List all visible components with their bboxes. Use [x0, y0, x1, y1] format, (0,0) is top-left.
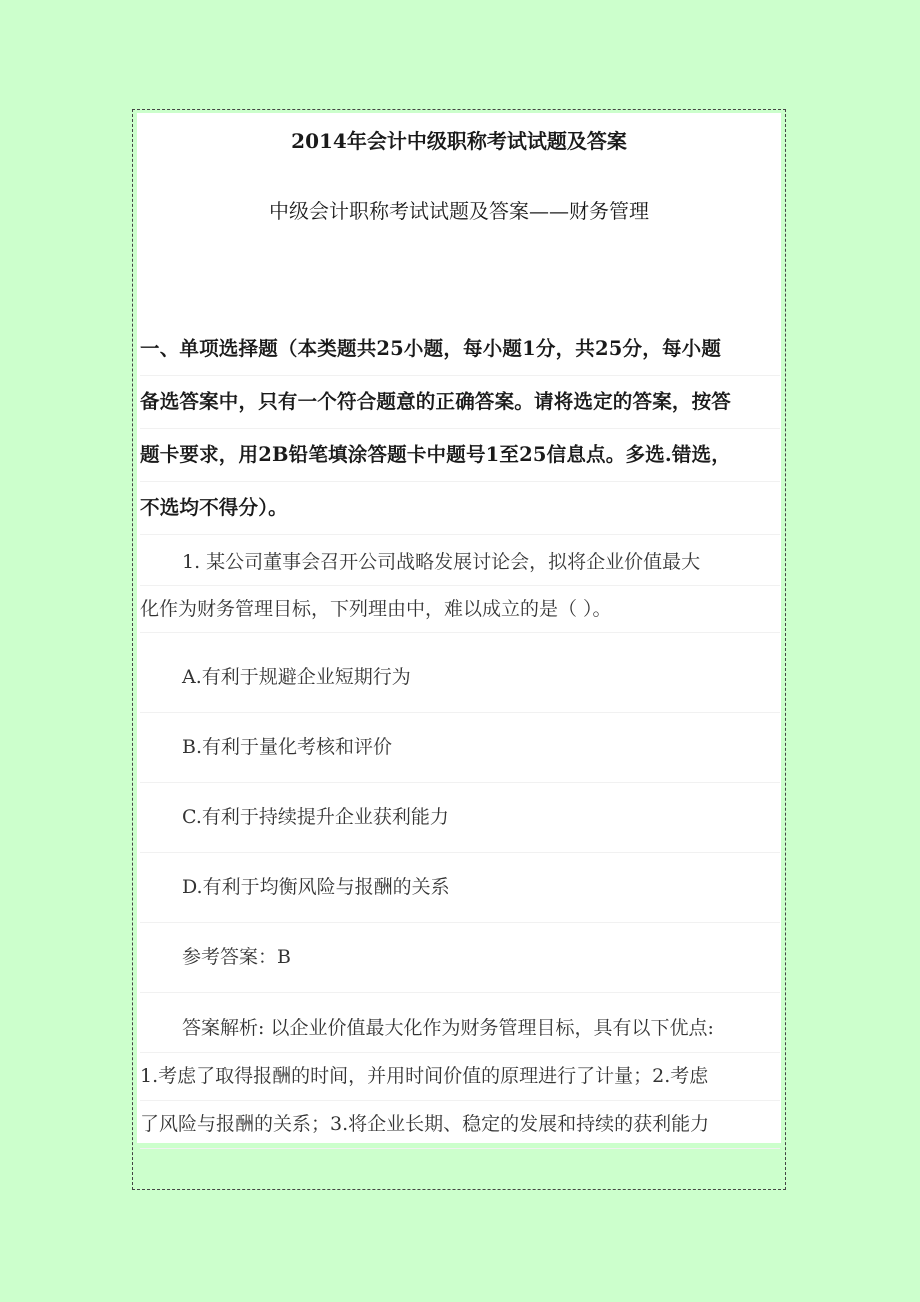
analysis-line: 答案解析: 以企业价值最大化作为财务管理目标，具有以下优点:	[140, 1005, 780, 1053]
section-heading-line: 题卡要求，用2B铅笔填涂答题卡中题号1至25信息点。多选.错选，	[140, 429, 780, 482]
answer-analysis	[140, 1005, 780, 1149]
reference-answer	[140, 922, 780, 992]
option-label: D.有利于均衡风险与报酬的关系	[140, 852, 780, 923]
section-heading-line: 不选均不得分）。	[140, 482, 780, 535]
question-line: 化作为财务管理目标，下列理由中，难以成立的是（ ）。	[140, 586, 780, 633]
analysis-line: 了风险与报酬的关系；3.将企业长期、稳定的发展和持续的获利能力	[140, 1101, 780, 1149]
section-heading-line: 一、单项选择题（本类题共25小题，每小题1分，共25分，每小题	[140, 323, 780, 376]
document-page	[137, 113, 781, 1143]
analysis-line: 1.考虑了取得报酬的时间，并用时间价值的原理进行了计量；2.考虑	[140, 1053, 780, 1101]
option-a	[140, 642, 780, 712]
option-b	[140, 712, 780, 782]
option-label: A.有利于规避企业短期行为	[140, 642, 780, 713]
option-label: B.有利于量化考核和评价	[140, 712, 780, 783]
document-title: 2014年会计中级职称考试试题及答案	[291, 129, 627, 153]
question-line: 1. 某公司董事会召开公司战略发展讨论会，拟将企业价值最大	[140, 539, 780, 586]
question-text	[140, 539, 780, 633]
section-heading	[140, 323, 780, 535]
answer-text: 参考答案：B	[140, 922, 780, 993]
option-c	[140, 782, 780, 852]
document-subtitle: 中级会计职称考试试题及答案——财务管理	[269, 199, 649, 223]
option-label: C.有利于持续提升企业获利能力	[140, 782, 780, 853]
option-d	[140, 852, 780, 922]
section-heading-line: 备选答案中，只有一个符合题意的正确答案。请将选定的答案，按答	[140, 376, 780, 429]
